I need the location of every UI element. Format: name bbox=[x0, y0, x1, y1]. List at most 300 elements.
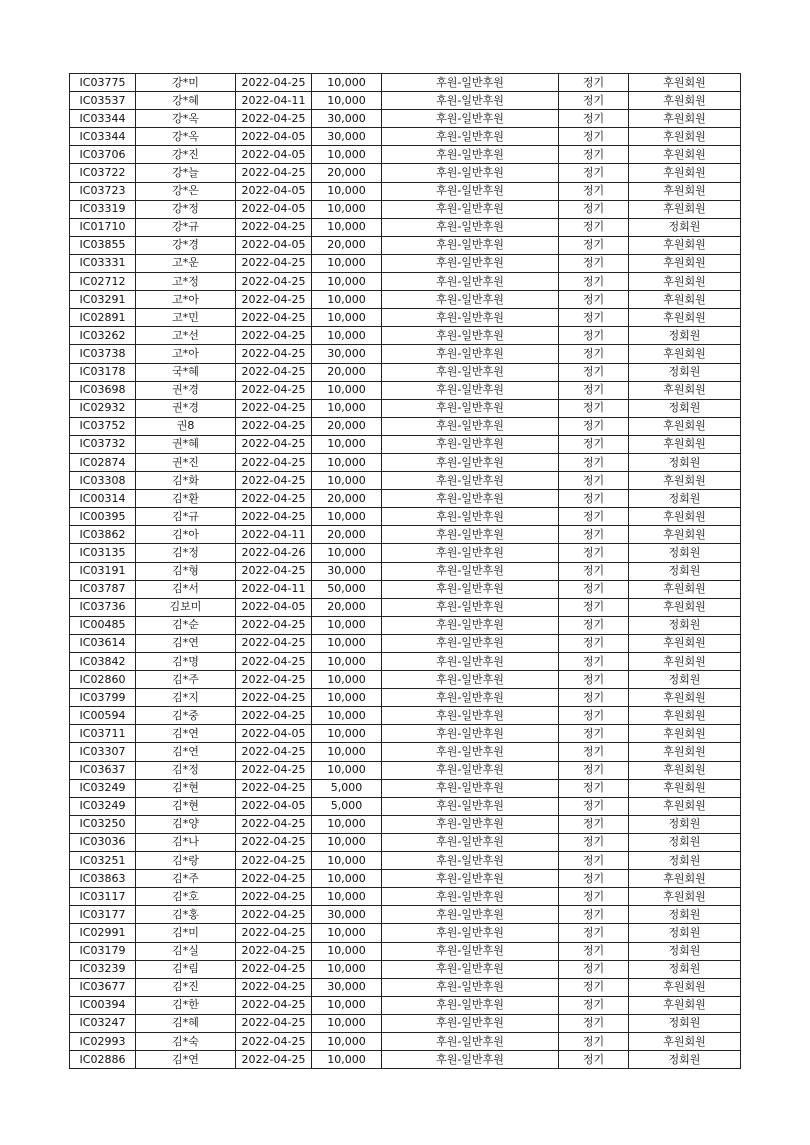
donor-id-cell: IC03178 bbox=[70, 363, 136, 381]
donation-category-cell: 후원-일반후원 bbox=[382, 435, 559, 453]
donor-id-cell: IC03736 bbox=[70, 598, 136, 616]
donor-id-cell: IC00594 bbox=[70, 707, 136, 725]
donor-id-cell: IC03331 bbox=[70, 254, 136, 272]
donation-date-cell: 2022-04-25 bbox=[236, 852, 312, 870]
donor-id-cell: IC03307 bbox=[70, 743, 136, 761]
donation-category-cell: 후원-일반후원 bbox=[382, 291, 559, 309]
donation-type-cell: 정기 bbox=[559, 996, 629, 1014]
donation-amount-cell: 5,000 bbox=[312, 797, 382, 815]
donation-category-cell: 후원-일반후원 bbox=[382, 453, 559, 471]
donation-type-cell: 정기 bbox=[559, 453, 629, 471]
donation-type-cell: 정기 bbox=[559, 164, 629, 182]
donation-type-cell: 정기 bbox=[559, 508, 629, 526]
donation-amount-cell: 10,000 bbox=[312, 200, 382, 218]
donation-type-cell: 정기 bbox=[559, 345, 629, 363]
donation-amount-cell: 10,000 bbox=[312, 327, 382, 345]
donation-amount-cell: 10,000 bbox=[312, 616, 382, 634]
donation-category-cell: 후원-일반후원 bbox=[382, 74, 559, 92]
donor-name-cell: 김*한 bbox=[136, 996, 236, 1014]
donation-amount-cell: 10,000 bbox=[312, 472, 382, 490]
donation-category-cell: 후원-일반후원 bbox=[382, 1014, 559, 1032]
donation-category-cell: 후원-일반후원 bbox=[382, 508, 559, 526]
donation-type-cell: 정기 bbox=[559, 833, 629, 851]
donation-type-cell: 정기 bbox=[559, 942, 629, 960]
donor-id-cell: IC03863 bbox=[70, 870, 136, 888]
donation-date-cell: 2022-04-25 bbox=[236, 254, 312, 272]
donor-id-cell: IC00394 bbox=[70, 996, 136, 1014]
donation-date-cell: 2022-04-05 bbox=[236, 146, 312, 164]
donor-name-cell: 김*림 bbox=[136, 960, 236, 978]
donation-amount-cell: 10,000 bbox=[312, 74, 382, 92]
donor-id-cell: IC02860 bbox=[70, 671, 136, 689]
member-type-cell: 후원회원 bbox=[629, 707, 741, 725]
donation-category-cell: 후원-일반후원 bbox=[382, 399, 559, 417]
table-row bbox=[70, 92, 741, 110]
donation-date-cell: 2022-04-05 bbox=[236, 236, 312, 254]
member-type-cell: 후원회원 bbox=[629, 689, 741, 707]
donation-category-cell: 후원-일반후원 bbox=[382, 92, 559, 110]
donation-category-cell: 후원-일반후원 bbox=[382, 146, 559, 164]
donation-date-cell: 2022-04-25 bbox=[236, 707, 312, 725]
donation-date-cell: 2022-04-25 bbox=[236, 996, 312, 1014]
donation-type-cell: 정기 bbox=[559, 1051, 629, 1069]
member-type-cell: 후원회원 bbox=[629, 273, 741, 291]
member-type-cell: 후원회원 bbox=[629, 417, 741, 435]
donor-name-cell: 강*경 bbox=[136, 236, 236, 254]
donor-id-cell: IC03855 bbox=[70, 236, 136, 254]
donation-date-cell: 2022-04-25 bbox=[236, 761, 312, 779]
member-type-cell: 후원회원 bbox=[629, 435, 741, 453]
donation-category-cell: 후원-일반후원 bbox=[382, 689, 559, 707]
member-type-cell: 후원회원 bbox=[629, 797, 741, 815]
donation-type-cell: 정기 bbox=[559, 689, 629, 707]
donation-category-cell: 후원-일반후원 bbox=[382, 906, 559, 924]
donation-type-cell: 정기 bbox=[559, 182, 629, 200]
donation-type-cell: 정기 bbox=[559, 671, 629, 689]
donation-amount-cell: 10,000 bbox=[312, 291, 382, 309]
donation-category-cell: 후원-일반후원 bbox=[382, 110, 559, 128]
donor-id-cell: IC03319 bbox=[70, 200, 136, 218]
donation-date-cell: 2022-04-25 bbox=[236, 906, 312, 924]
donation-category-cell: 후원-일반후원 bbox=[382, 616, 559, 634]
donor-name-cell: 김*서 bbox=[136, 580, 236, 598]
donation-date-cell: 2022-04-25 bbox=[236, 870, 312, 888]
donation-amount-cell: 10,000 bbox=[312, 381, 382, 399]
member-type-cell: 후원회원 bbox=[629, 74, 741, 92]
donation-category-cell: 후원-일반후원 bbox=[382, 128, 559, 146]
donation-category-cell: 후원-일반후원 bbox=[382, 888, 559, 906]
member-type-cell: 후원회원 bbox=[629, 254, 741, 272]
donation-amount-cell: 10,000 bbox=[312, 888, 382, 906]
donation-type-cell: 정기 bbox=[559, 417, 629, 435]
donation-amount-cell: 20,000 bbox=[312, 598, 382, 616]
donation-type-cell: 정기 bbox=[559, 616, 629, 634]
member-type-cell: 후원회원 bbox=[629, 725, 741, 743]
donation-category-cell: 후원-일반후원 bbox=[382, 924, 559, 942]
table-row bbox=[70, 779, 741, 797]
table-row bbox=[70, 833, 741, 851]
donor-name-cell: 김*나 bbox=[136, 833, 236, 851]
donor-name-cell: 강*늘 bbox=[136, 164, 236, 182]
donation-type-cell: 정기 bbox=[559, 707, 629, 725]
member-type-cell: 정회원 bbox=[629, 562, 741, 580]
table-row bbox=[70, 128, 741, 146]
donor-id-cell: IC03177 bbox=[70, 906, 136, 924]
member-type-cell: 정회원 bbox=[629, 906, 741, 924]
table-row bbox=[70, 1014, 741, 1032]
member-type-cell: 정회원 bbox=[629, 490, 741, 508]
member-type-cell: 정회원 bbox=[629, 815, 741, 833]
donation-type-cell: 정기 bbox=[559, 852, 629, 870]
table-row bbox=[70, 110, 741, 128]
donor-id-cell: IC03239 bbox=[70, 960, 136, 978]
donation-date-cell: 2022-04-25 bbox=[236, 417, 312, 435]
donation-amount-cell: 10,000 bbox=[312, 273, 382, 291]
donor-name-cell: 김*실 bbox=[136, 942, 236, 960]
donation-amount-cell: 50,000 bbox=[312, 580, 382, 598]
donor-id-cell: IC02991 bbox=[70, 924, 136, 942]
donor-name-cell: 김*연 bbox=[136, 1051, 236, 1069]
donation-amount-cell: 10,000 bbox=[312, 182, 382, 200]
donation-date-cell: 2022-04-25 bbox=[236, 110, 312, 128]
donation-type-cell: 정기 bbox=[559, 92, 629, 110]
member-type-cell: 후원회원 bbox=[629, 779, 741, 797]
donor-name-cell: 김*화 bbox=[136, 472, 236, 490]
donation-type-cell: 정기 bbox=[559, 399, 629, 417]
member-type-cell: 후원회원 bbox=[629, 634, 741, 652]
donation-category-cell: 후원-일반후원 bbox=[382, 309, 559, 327]
donor-id-cell: IC02712 bbox=[70, 273, 136, 291]
donation-category-cell: 후원-일반후원 bbox=[382, 273, 559, 291]
donor-name-cell: 김*주 bbox=[136, 671, 236, 689]
donation-table bbox=[69, 73, 741, 1069]
donor-id-cell: IC03614 bbox=[70, 634, 136, 652]
donation-amount-cell: 10,000 bbox=[312, 815, 382, 833]
table-row bbox=[70, 906, 741, 924]
donor-name-cell: 김*홍 bbox=[136, 906, 236, 924]
donation-amount-cell: 10,000 bbox=[312, 218, 382, 236]
donation-amount-cell: 10,000 bbox=[312, 1032, 382, 1050]
donation-date-cell: 2022-04-25 bbox=[236, 508, 312, 526]
donation-category-cell: 후원-일반후원 bbox=[382, 1032, 559, 1050]
table-row bbox=[70, 381, 741, 399]
donation-date-cell: 2022-04-25 bbox=[236, 1014, 312, 1032]
donation-category-cell: 후원-일반후원 bbox=[382, 218, 559, 236]
donor-name-cell: 김*주 bbox=[136, 870, 236, 888]
member-type-cell: 후원회원 bbox=[629, 996, 741, 1014]
donor-name-cell: 강*은 bbox=[136, 182, 236, 200]
donation-date-cell: 2022-04-25 bbox=[236, 815, 312, 833]
donor-id-cell: IC03677 bbox=[70, 978, 136, 996]
member-type-cell: 후원회원 bbox=[629, 345, 741, 363]
donation-type-cell: 정기 bbox=[559, 580, 629, 598]
donation-type-cell: 정기 bbox=[559, 74, 629, 92]
donation-category-cell: 후원-일반후원 bbox=[382, 182, 559, 200]
donation-type-cell: 정기 bbox=[559, 634, 629, 652]
donor-name-cell: 김*연 bbox=[136, 725, 236, 743]
donation-date-cell: 2022-04-25 bbox=[236, 345, 312, 363]
member-type-cell: 후원회원 bbox=[629, 580, 741, 598]
donor-id-cell: IC02874 bbox=[70, 453, 136, 471]
donor-id-cell: IC03344 bbox=[70, 128, 136, 146]
table-row bbox=[70, 146, 741, 164]
donor-id-cell: IC03179 bbox=[70, 942, 136, 960]
table-row bbox=[70, 616, 741, 634]
donor-id-cell: IC03787 bbox=[70, 580, 136, 598]
donor-name-cell: 고*아 bbox=[136, 345, 236, 363]
member-type-cell: 후원회원 bbox=[629, 653, 741, 671]
donor-id-cell: IC03752 bbox=[70, 417, 136, 435]
table-row bbox=[70, 544, 741, 562]
donation-amount-cell: 20,000 bbox=[312, 526, 382, 544]
donation-type-cell: 정기 bbox=[559, 906, 629, 924]
donor-id-cell: IC00395 bbox=[70, 508, 136, 526]
donation-type-cell: 정기 bbox=[559, 490, 629, 508]
table-row bbox=[70, 164, 741, 182]
donation-date-cell: 2022-04-25 bbox=[236, 653, 312, 671]
table-row bbox=[70, 236, 741, 254]
donor-name-cell: 강*정 bbox=[136, 200, 236, 218]
member-type-cell: 정회원 bbox=[629, 363, 741, 381]
table-row bbox=[70, 725, 741, 743]
member-type-cell: 후원회원 bbox=[629, 128, 741, 146]
donation-category-cell: 후원-일반후원 bbox=[382, 815, 559, 833]
donor-name-cell: 고*아 bbox=[136, 291, 236, 309]
member-type-cell: 후원회원 bbox=[629, 888, 741, 906]
table-row bbox=[70, 472, 741, 490]
donation-date-cell: 2022-04-05 bbox=[236, 598, 312, 616]
donor-id-cell: IC03247 bbox=[70, 1014, 136, 1032]
donation-date-cell: 2022-04-25 bbox=[236, 381, 312, 399]
table-row bbox=[70, 291, 741, 309]
donor-id-cell: IC03291 bbox=[70, 291, 136, 309]
donation-amount-cell: 10,000 bbox=[312, 453, 382, 471]
table-row bbox=[70, 1051, 741, 1069]
donation-category-cell: 후원-일반후원 bbox=[382, 725, 559, 743]
donation-type-cell: 정기 bbox=[559, 146, 629, 164]
donor-id-cell: IC03732 bbox=[70, 435, 136, 453]
donor-id-cell: IC00314 bbox=[70, 490, 136, 508]
donor-name-cell: 권8 bbox=[136, 417, 236, 435]
donor-name-cell: 강*옥 bbox=[136, 110, 236, 128]
donation-category-cell: 후원-일반후원 bbox=[382, 978, 559, 996]
table-row bbox=[70, 273, 741, 291]
donation-amount-cell: 30,000 bbox=[312, 906, 382, 924]
donation-category-cell: 후원-일반후원 bbox=[382, 779, 559, 797]
donation-amount-cell: 20,000 bbox=[312, 490, 382, 508]
table-row bbox=[70, 942, 741, 960]
table-row bbox=[70, 490, 741, 508]
donation-category-cell: 후원-일반후원 bbox=[382, 562, 559, 580]
donor-name-cell: 김*환 bbox=[136, 490, 236, 508]
donor-id-cell: IC00485 bbox=[70, 616, 136, 634]
donation-category-cell: 후원-일반후원 bbox=[382, 363, 559, 381]
table-row bbox=[70, 309, 741, 327]
donation-type-cell: 정기 bbox=[559, 870, 629, 888]
donation-amount-cell: 20,000 bbox=[312, 363, 382, 381]
table-row bbox=[70, 508, 741, 526]
donation-amount-cell: 10,000 bbox=[312, 960, 382, 978]
donation-amount-cell: 30,000 bbox=[312, 978, 382, 996]
donor-name-cell: 국*혜 bbox=[136, 363, 236, 381]
donation-category-cell: 후원-일반후원 bbox=[382, 852, 559, 870]
donation-type-cell: 정기 bbox=[559, 1032, 629, 1050]
donor-name-cell: 김*연 bbox=[136, 743, 236, 761]
donation-date-cell: 2022-04-25 bbox=[236, 1051, 312, 1069]
donation-date-cell: 2022-04-05 bbox=[236, 200, 312, 218]
donation-amount-cell: 10,000 bbox=[312, 671, 382, 689]
donor-name-cell: 김*혜 bbox=[136, 1014, 236, 1032]
table-row bbox=[70, 815, 741, 833]
donation-type-cell: 정기 bbox=[559, 1014, 629, 1032]
donor-name-cell: 김*명 bbox=[136, 653, 236, 671]
donation-amount-cell: 20,000 bbox=[312, 164, 382, 182]
donor-name-cell: 고*민 bbox=[136, 309, 236, 327]
table-row bbox=[70, 218, 741, 236]
donor-id-cell: IC03117 bbox=[70, 888, 136, 906]
member-type-cell: 후원회원 bbox=[629, 978, 741, 996]
donor-id-cell: IC03706 bbox=[70, 146, 136, 164]
donation-category-cell: 후원-일반후원 bbox=[382, 671, 559, 689]
donor-id-cell: IC03723 bbox=[70, 182, 136, 200]
donor-id-cell: IC03738 bbox=[70, 345, 136, 363]
member-type-cell: 후원회원 bbox=[629, 291, 741, 309]
table-row bbox=[70, 707, 741, 725]
donor-id-cell: IC02891 bbox=[70, 309, 136, 327]
donation-date-cell: 2022-04-05 bbox=[236, 128, 312, 146]
donation-category-cell: 후원-일반후원 bbox=[382, 996, 559, 1014]
donation-amount-cell: 10,000 bbox=[312, 942, 382, 960]
donation-category-cell: 후원-일반후원 bbox=[382, 164, 559, 182]
donation-type-cell: 정기 bbox=[559, 725, 629, 743]
donation-type-cell: 정기 bbox=[559, 960, 629, 978]
donation-type-cell: 정기 bbox=[559, 562, 629, 580]
donation-date-cell: 2022-04-25 bbox=[236, 164, 312, 182]
donor-id-cell: IC03250 bbox=[70, 815, 136, 833]
donor-id-cell: IC03862 bbox=[70, 526, 136, 544]
donor-id-cell: IC03537 bbox=[70, 92, 136, 110]
donation-amount-cell: 20,000 bbox=[312, 417, 382, 435]
member-type-cell: 후원회원 bbox=[629, 870, 741, 888]
member-type-cell: 후원회원 bbox=[629, 309, 741, 327]
donor-name-cell: 고*정 bbox=[136, 273, 236, 291]
member-type-cell: 후원회원 bbox=[629, 200, 741, 218]
donation-date-cell: 2022-04-25 bbox=[236, 435, 312, 453]
donor-name-cell: 김*현 bbox=[136, 779, 236, 797]
donation-type-cell: 정기 bbox=[559, 110, 629, 128]
table-row bbox=[70, 634, 741, 652]
donation-type-cell: 정기 bbox=[559, 218, 629, 236]
table-row bbox=[70, 761, 741, 779]
donation-category-cell: 후원-일반후원 bbox=[382, 833, 559, 851]
donor-name-cell: 김*호 bbox=[136, 888, 236, 906]
member-type-cell: 후원회원 bbox=[629, 92, 741, 110]
table-row bbox=[70, 399, 741, 417]
donation-type-cell: 정기 bbox=[559, 779, 629, 797]
donation-category-cell: 후원-일반후원 bbox=[382, 472, 559, 490]
donation-date-cell: 2022-04-25 bbox=[236, 399, 312, 417]
donation-amount-cell: 10,000 bbox=[312, 707, 382, 725]
donation-date-cell: 2022-04-25 bbox=[236, 472, 312, 490]
member-type-cell: 후원회원 bbox=[629, 236, 741, 254]
donation-amount-cell: 10,000 bbox=[312, 508, 382, 526]
donation-date-cell: 2022-04-25 bbox=[236, 616, 312, 634]
donor-id-cell: IC01710 bbox=[70, 218, 136, 236]
donation-category-cell: 후원-일반후원 bbox=[382, 653, 559, 671]
member-type-cell: 정회원 bbox=[629, 960, 741, 978]
table-row bbox=[70, 598, 741, 616]
table-body bbox=[70, 74, 741, 1069]
donor-name-cell: 김보미 bbox=[136, 598, 236, 616]
table-row bbox=[70, 978, 741, 996]
donation-date-cell: 2022-04-25 bbox=[236, 363, 312, 381]
donation-date-cell: 2022-04-25 bbox=[236, 634, 312, 652]
donor-name-cell: 김*랑 bbox=[136, 852, 236, 870]
donation-type-cell: 정기 bbox=[559, 254, 629, 272]
donation-amount-cell: 20,000 bbox=[312, 236, 382, 254]
donation-category-cell: 후원-일반후원 bbox=[382, 1051, 559, 1069]
donor-name-cell: 고*선 bbox=[136, 327, 236, 345]
donation-type-cell: 정기 bbox=[559, 815, 629, 833]
member-type-cell: 후원회원 bbox=[629, 182, 741, 200]
donation-date-cell: 2022-04-25 bbox=[236, 562, 312, 580]
donation-type-cell: 정기 bbox=[559, 309, 629, 327]
donor-id-cell: IC03698 bbox=[70, 381, 136, 399]
donor-name-cell: 김*형 bbox=[136, 562, 236, 580]
donation-category-cell: 후원-일반후원 bbox=[382, 942, 559, 960]
donor-name-cell: 권*경 bbox=[136, 399, 236, 417]
donor-id-cell: IC03637 bbox=[70, 761, 136, 779]
table-row bbox=[70, 1032, 741, 1050]
donor-name-cell: 김*중 bbox=[136, 707, 236, 725]
table-row bbox=[70, 363, 741, 381]
table-row bbox=[70, 417, 741, 435]
donor-name-cell: 김*양 bbox=[136, 815, 236, 833]
table-row bbox=[70, 435, 741, 453]
donation-date-cell: 2022-04-25 bbox=[236, 490, 312, 508]
member-type-cell: 정회원 bbox=[629, 218, 741, 236]
donation-type-cell: 정기 bbox=[559, 526, 629, 544]
donation-date-cell: 2022-04-25 bbox=[236, 1032, 312, 1050]
donation-amount-cell: 10,000 bbox=[312, 1014, 382, 1032]
donor-id-cell: IC03251 bbox=[70, 852, 136, 870]
donation-type-cell: 정기 bbox=[559, 200, 629, 218]
member-type-cell: 정회원 bbox=[629, 616, 741, 634]
table-row bbox=[70, 254, 741, 272]
donor-id-cell: IC02993 bbox=[70, 1032, 136, 1050]
donation-type-cell: 정기 bbox=[559, 236, 629, 254]
donation-amount-cell: 10,000 bbox=[312, 761, 382, 779]
member-type-cell: 후원회원 bbox=[629, 526, 741, 544]
donation-amount-cell: 10,000 bbox=[312, 870, 382, 888]
donor-name-cell: 김*현 bbox=[136, 797, 236, 815]
donor-name-cell: 김*정 bbox=[136, 761, 236, 779]
donor-id-cell: IC03842 bbox=[70, 653, 136, 671]
table-row bbox=[70, 345, 741, 363]
donation-category-cell: 후원-일반후원 bbox=[382, 544, 559, 562]
donation-category-cell: 후원-일반후원 bbox=[382, 381, 559, 399]
donation-date-cell: 2022-04-25 bbox=[236, 833, 312, 851]
member-type-cell: 정회원 bbox=[629, 399, 741, 417]
donation-category-cell: 후원-일반후원 bbox=[382, 526, 559, 544]
donor-name-cell: 김*진 bbox=[136, 978, 236, 996]
donation-amount-cell: 10,000 bbox=[312, 309, 382, 327]
donation-category-cell: 후원-일반후원 bbox=[382, 254, 559, 272]
donation-type-cell: 정기 bbox=[559, 291, 629, 309]
donation-category-cell: 후원-일반후원 bbox=[382, 761, 559, 779]
donation-type-cell: 정기 bbox=[559, 273, 629, 291]
donor-name-cell: 김*숙 bbox=[136, 1032, 236, 1050]
